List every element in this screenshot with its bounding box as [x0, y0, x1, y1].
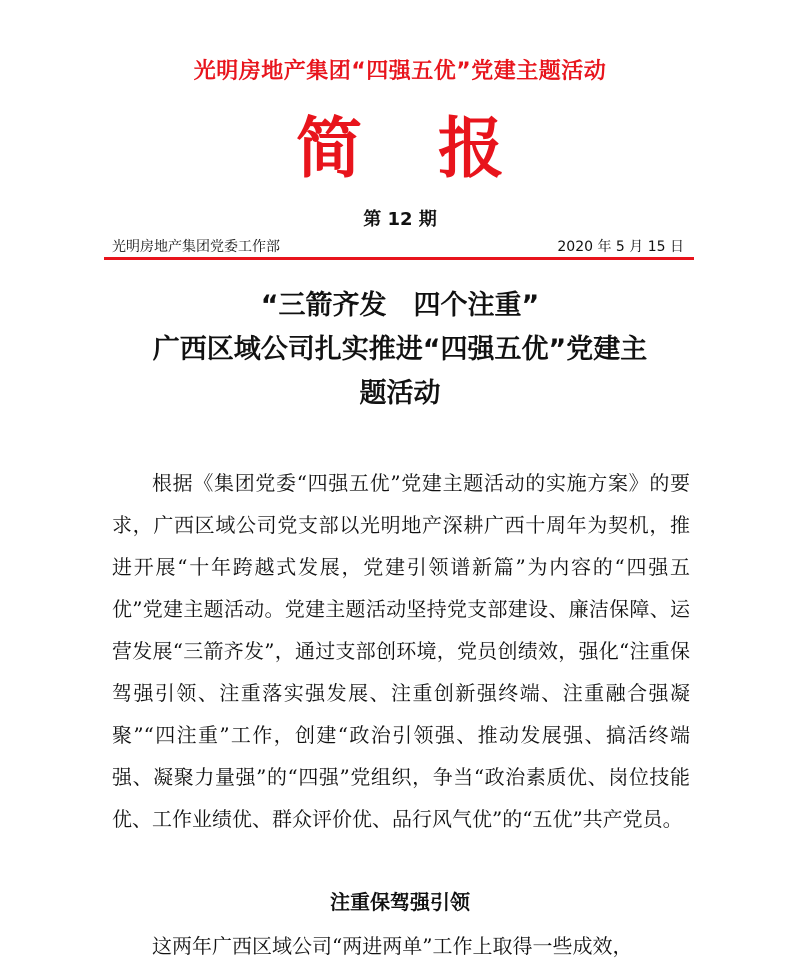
headline-line-2: 广西区域公司扎实推进“四强五优”党建主 — [152, 334, 648, 365]
red-divider — [104, 257, 694, 260]
headline-line-3: 题活动 — [359, 378, 441, 409]
meta-row — [112, 236, 684, 256]
bulletin-title: 简报 — [296, 109, 580, 187]
org-title: 光明房地产集团“四强五优”党建主题活动 — [193, 59, 607, 84]
department: 光明房地产集团党委工作部 — [112, 239, 280, 255]
section-subheading: 注重保驾强引领 — [330, 890, 470, 914]
publish-date: 2020 年 5 月 15 日 — [557, 239, 684, 255]
article-headline — [100, 284, 700, 416]
headline-line-1: “三箭齐发 四个注重” — [260, 290, 540, 321]
issue-number: 第 12 期 — [363, 209, 437, 230]
paragraph-2: 这两年广西区域公司“两进两单”工作上取得一些成效， — [152, 934, 633, 958]
paragraph-1: 根据《集团党委“四强五优”党建主题活动的实施方案》的要求，广西区域公司党支部以光明地产深耕广西十周年为契机，推进开展“十年跨越式发展，党建引领谱新篇”为内容的“四强五优”党建主题活动。党建主题活动坚持党支部建设、廉洁保障、运营发展“三箭齐发”，通过支部创环境，党员创绩效，强化“注重保驾强引领、注重落实强发展、注重创新强终端、注重融合强凝聚”“四注重”工作，创建“政治引领强、推动发展强、搞活终端强、凝聚力量强”的“四强”党组织，争当“政治素质优、岗位技能优、工作业绩优、群众评价优、品行风气优”的“五优”共产党员。 — [112, 471, 690, 831]
